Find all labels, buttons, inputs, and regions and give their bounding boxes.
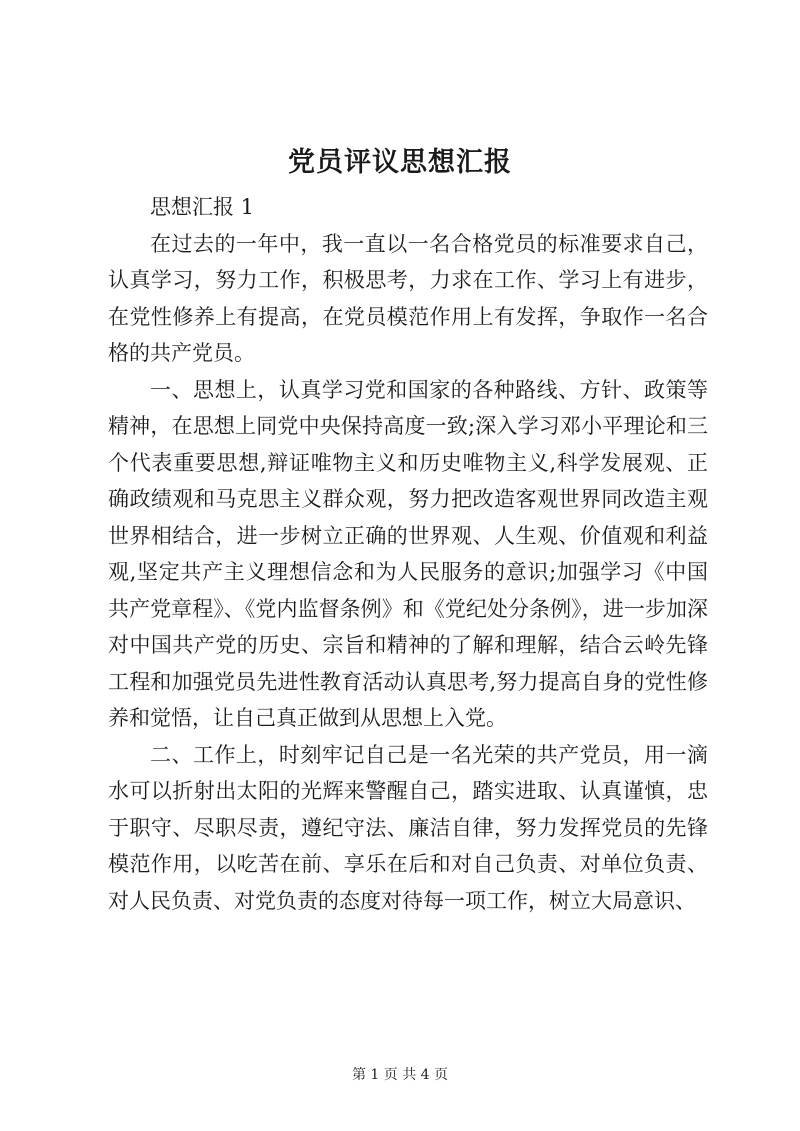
paragraph-work: 二、工作上，时刻牢记自己是一名光荣的共产党员，用一滴水可以折射出太阳的光辉来警醒自己，踏实进取、认真谨慎，忠于职守、尽职尽责，遵纪守法、廉洁自律，努力发挥党员的先锋模范作用，以吃苦在前、享乐在后和对自己负责、对单位负责、对人民负责、对党负责的态度对待每一项工作，树立大局意识、 — [108, 742, 708, 913]
paragraph-thought: 一、思想上，认真学习党和国家的各种路线、方针、政策等精神，在思想上同党中央保持高度一致;深入学习邓小平理论和三个代表重要思想,辩证唯物主义和历史唯物主义,科学发展观、正确政绩观和马克思主义群众观，努力把改造客观世界同改造主观世界相结合，进一步树立正确的世界观、人生观、价值观和利益观,坚定共产主义理想信念和为人民服务的意识;加强学习《中国共产党章程》、《党内监督条例》和《党纪处分条例》，进一步加深对中国共产党的历史、宗旨和精神的了解和理解，结合云岭先锋工程和加强党员先进性教育活动认真思考,努力提高自身的党性修养和觉悟，让自己真正做到从思想上入党。 — [108, 377, 708, 730]
paragraph-intro: 在过去的一年中，我一直以一名合格党员的标准要求自己，认真学习，努力工作，积极思考，力求在工作、学习上有进步，在党性修养上有提高，在党员模范作用上有发挥，争取作一名合格的共产党员。 — [108, 231, 708, 365]
page-footer: 第 1 页 共 4 页 — [351, 1067, 449, 1083]
section-subtitle: 思想汇报 1 — [150, 195, 255, 219]
document-body — [108, 189, 708, 919]
page-title: 党员评议思想汇报 — [288, 147, 512, 178]
